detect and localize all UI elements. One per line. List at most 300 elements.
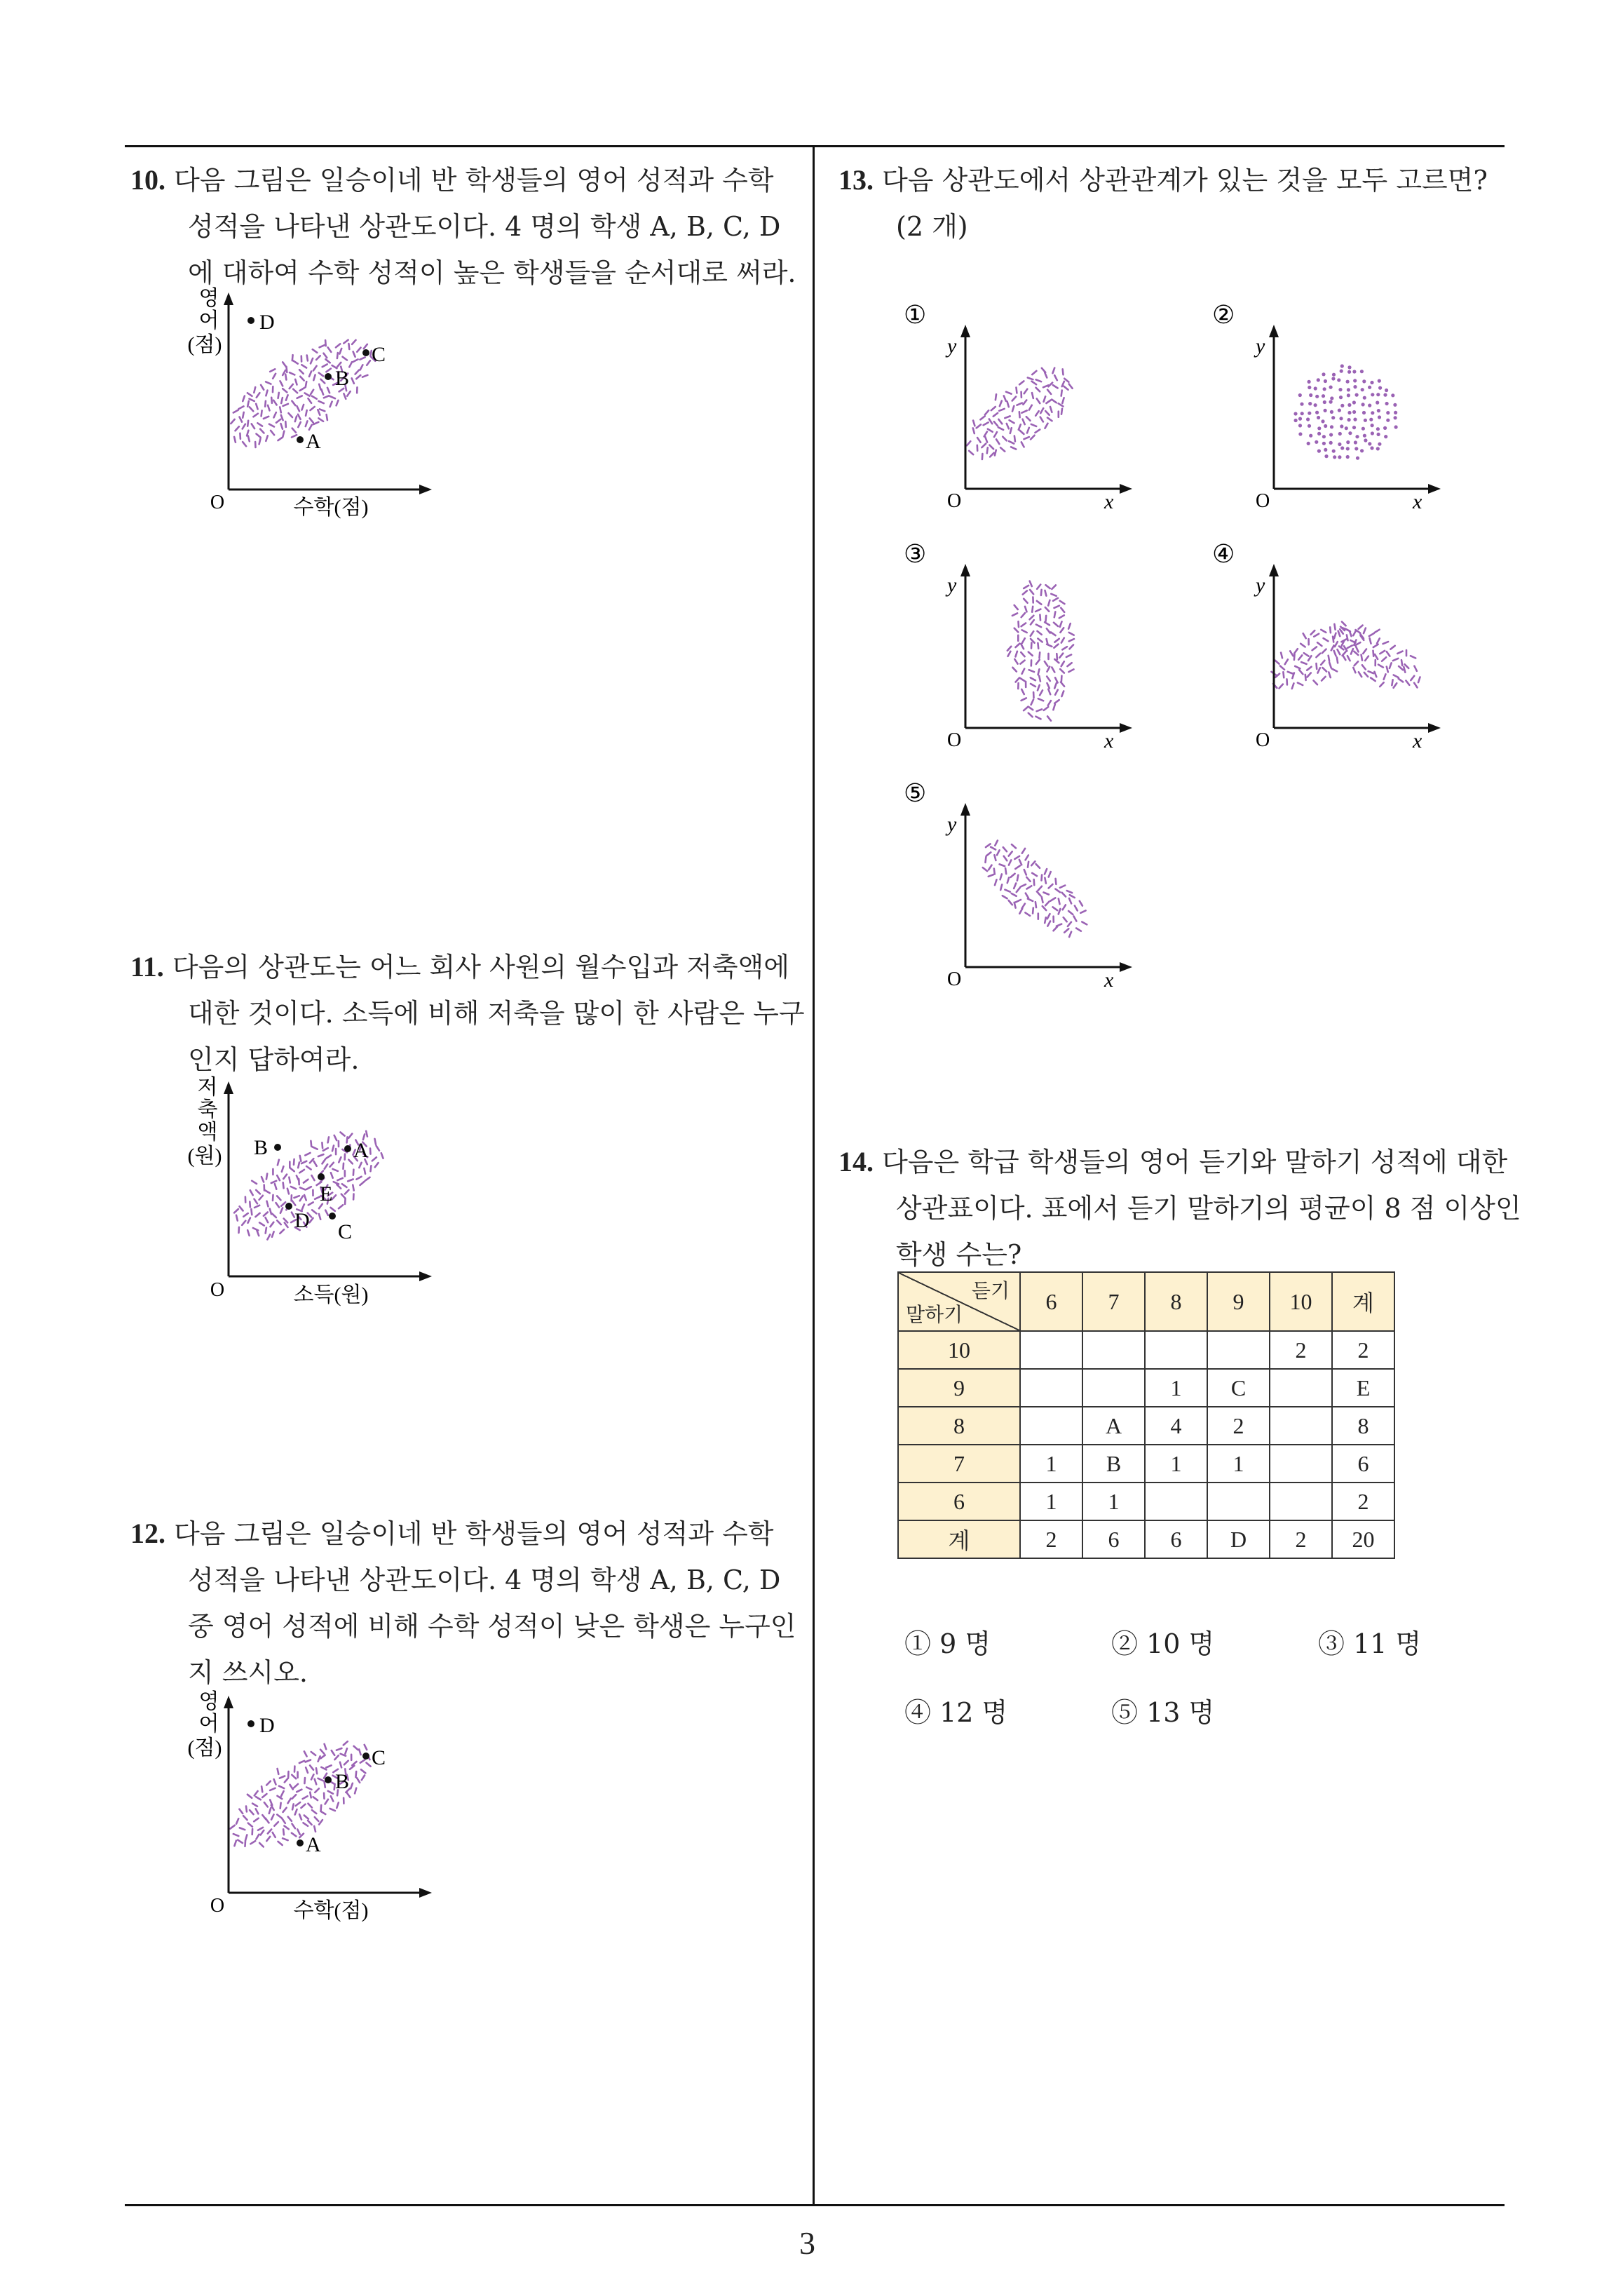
scatter-dash: [304, 1778, 305, 1783]
scatter-dot: [1383, 426, 1387, 430]
scatter-dot: [1362, 411, 1366, 414]
scatter-dash: [1054, 623, 1058, 626]
scatter-dot: [1347, 393, 1350, 397]
scatter-dash: [360, 1760, 365, 1762]
scatter-dash: [1045, 372, 1047, 377]
table-cell: B: [1082, 1445, 1145, 1483]
scatter-dash: [259, 1222, 264, 1225]
scatter-dot: [1322, 435, 1326, 438]
scatter-dash: [250, 1810, 253, 1814]
scatter-dash: [321, 389, 323, 395]
scatter-dot: [1346, 455, 1350, 459]
scatter-dash: [283, 404, 288, 406]
scatter-dash: [1375, 672, 1377, 677]
scatter-dash: [276, 419, 280, 423]
scatter-dash: [243, 412, 244, 418]
scatter-dash: [1356, 647, 1358, 651]
scatter-dash: [280, 1229, 284, 1234]
scatter-dot: [1378, 379, 1381, 383]
scatter-dash: [967, 441, 970, 445]
scatter-dot: [1322, 372, 1325, 376]
question-10: [130, 157, 796, 296]
scatter-dash: [262, 1177, 264, 1182]
scatter-dash: [1321, 661, 1324, 665]
scatter-dash: [291, 1187, 296, 1189]
scatter-dash: [311, 1752, 315, 1755]
scatter-dot: [1338, 443, 1341, 446]
scatter-dash: [334, 1755, 338, 1760]
scatter-dash: [283, 431, 285, 437]
scatter-dash: [1055, 677, 1058, 682]
table-cell: A: [1082, 1407, 1145, 1445]
scatter-dash: [236, 426, 239, 431]
scatter-dot: [1377, 409, 1380, 412]
scatter-dash: [277, 1196, 280, 1200]
scatter-dash: [1046, 585, 1050, 588]
scatter-dash: [292, 1804, 294, 1810]
scatter-dash: [354, 1746, 358, 1750]
scatter-dash: [259, 439, 261, 445]
scatter-dash: [299, 1170, 304, 1173]
scatter-dot: [1321, 419, 1324, 423]
scatter-dash: [1382, 657, 1386, 661]
scatter-dash: [1047, 628, 1050, 633]
scatter-dash: [1009, 441, 1014, 444]
scatter-dash: [264, 1213, 268, 1216]
row-header: 계: [898, 1520, 1020, 1558]
scatter-dash: [977, 438, 981, 443]
scatter-dash: [1016, 651, 1017, 657]
scatter-dash: [313, 349, 318, 353]
table-cell: 6: [1332, 1445, 1394, 1483]
scatter-dash: [311, 358, 313, 363]
scatter-dot: [1324, 448, 1327, 452]
scatter-dash: [1031, 861, 1035, 865]
scatter-dash: [1311, 630, 1315, 635]
scatter-dash: [1275, 661, 1279, 664]
question-text-line: 성적을 나타낸 상관도이다. 4 명의 학생 A, B, C, D: [188, 1565, 781, 1595]
scatter-dash: [347, 1137, 348, 1142]
scatter-dash: [292, 1201, 296, 1206]
scatter-dash: [1285, 659, 1288, 664]
scatter-dash: [310, 1159, 313, 1163]
question-text-line: 다음 그림은 일승이네 반 학생들의 영어 성적과 수학: [174, 165, 774, 196]
x-axis-label: x: [1104, 729, 1114, 752]
scatter-dash: [352, 340, 355, 344]
scatter-dash: [1059, 909, 1061, 914]
scatter-dot: [1376, 393, 1380, 396]
choice-2[interactable]: ② 10 명: [1111, 1628, 1215, 1659]
scatter-dash: [1026, 417, 1031, 421]
scatter-dash: [325, 1744, 327, 1750]
scatter-dash: [281, 1202, 285, 1206]
scatter-dash: [243, 424, 245, 429]
scatter-dash: [1375, 654, 1378, 659]
scatter-dash: [357, 348, 360, 352]
question-12: [130, 1511, 796, 1696]
scatter-dash: [273, 1832, 276, 1837]
scatter-dash: [1061, 676, 1062, 682]
question-number: 10.: [130, 164, 165, 196]
scatter-dash: [238, 1840, 243, 1843]
scatter-dash: [1014, 659, 1017, 664]
scatter-dash: [1016, 644, 1020, 647]
option-mark: ①: [904, 301, 927, 329]
scatter-dash: [1030, 590, 1033, 594]
scatter-dash: [1044, 396, 1046, 402]
scatter-dot: [1385, 402, 1389, 405]
column-header: 8: [1145, 1272, 1207, 1331]
table-cell: [1145, 1483, 1207, 1520]
scatter-dot: [1315, 440, 1318, 444]
scatter-dash: [1026, 856, 1028, 860]
origin-label: O: [210, 492, 225, 513]
scatter-dash: [1011, 447, 1016, 449]
scatter-dash: [309, 372, 311, 377]
scatter-dash: [328, 1791, 333, 1794]
scatter-dash: [267, 1201, 269, 1207]
point-b: [274, 1144, 281, 1151]
point-label: D: [294, 1209, 310, 1232]
table-cell: 2: [1332, 1331, 1394, 1369]
scatter-dash: [990, 453, 994, 457]
scatter-dash: [310, 1765, 313, 1769]
origin-label: O: [1256, 490, 1270, 512]
scatter-dash: [340, 1762, 341, 1768]
scatter-dot: [1363, 434, 1366, 438]
scatter-dash: [285, 421, 286, 427]
scatter-dash: [306, 421, 308, 426]
scatter-dash: [345, 1190, 349, 1194]
scatter-dash: [357, 1778, 360, 1783]
scatter-dot: [1384, 435, 1387, 438]
question-14: [838, 1139, 1521, 1278]
scatter-dash: [252, 424, 254, 428]
scatter-dash: [292, 401, 295, 405]
scatter-dash: [347, 1792, 351, 1797]
scatter-dash: [250, 1190, 253, 1195]
scatter-dash: [1038, 886, 1042, 891]
scatter-dash: [1046, 616, 1047, 621]
scatter-dash: [1014, 856, 1019, 859]
scatter-dash: [1384, 674, 1386, 680]
scatter-dash: [1055, 889, 1060, 893]
scatter-dash: [302, 405, 304, 410]
scatter-dash: [1014, 903, 1016, 908]
scatter-dash: [1042, 897, 1043, 903]
scatter-dash: [1361, 655, 1362, 661]
scatter-dash: [290, 384, 293, 389]
scatter-dash: [254, 1206, 259, 1208]
scatter-dot: [1308, 386, 1311, 389]
scatter-dash: [282, 1166, 284, 1172]
scatter-dash: [1021, 410, 1026, 412]
scatter-dash: [284, 1826, 288, 1830]
scatter-dash: [1035, 411, 1039, 416]
scatter-dash: [1353, 668, 1355, 673]
scatter-dot: [1386, 411, 1390, 414]
scatter-dot: [1338, 432, 1342, 435]
scatter-dash: [316, 1768, 317, 1774]
scatter-dot: [1340, 370, 1343, 373]
scatter-dash: [299, 370, 304, 374]
scatter-dash: [1066, 655, 1071, 657]
scatter-dash: [242, 1221, 245, 1225]
scatter-dash: [1042, 875, 1043, 881]
scatter-dash: [319, 373, 323, 377]
point-c: [329, 1213, 336, 1220]
scatter-dash: [1354, 661, 1359, 666]
scatter-dash: [252, 1804, 257, 1807]
question-number: 14.: [838, 1146, 874, 1177]
scatter-dash: [1015, 865, 1020, 869]
scatter-dash: [1036, 379, 1042, 381]
scatter-dash: [299, 1814, 301, 1820]
scatter-dash: [1334, 624, 1335, 630]
scatter-dash: [372, 1157, 376, 1161]
scatter-dash: [264, 1802, 268, 1807]
scatter-dash: [246, 1807, 247, 1812]
scatter-dash: [332, 1195, 337, 1199]
y-axis-label: 어: [198, 309, 219, 332]
scatter-dash: [312, 1210, 316, 1213]
scatter-dash: [1370, 638, 1371, 644]
scatter-dash: [1329, 673, 1331, 678]
scatter-dash: [1082, 922, 1087, 925]
scatter-dash: [292, 1824, 296, 1829]
scatter-dash: [234, 437, 236, 443]
scatter-dash: [375, 1139, 376, 1144]
scatter-dash: [1280, 666, 1284, 670]
scatter-dash: [1062, 893, 1066, 897]
scatter-dash: [311, 1774, 313, 1779]
choice-5[interactable]: ⑤ 13 명: [1111, 1697, 1215, 1728]
scatter-dash: [1052, 585, 1056, 589]
table-row: [898, 1483, 1394, 1520]
scatter-dash: [376, 1146, 379, 1151]
scatter-dot: [1393, 403, 1397, 407]
question-text-line: 다음은 학급 학생들의 영어 듣기와 말하기 성적에 대한: [882, 1147, 1508, 1177]
scatter-dot: [1394, 416, 1397, 419]
scatter-dash: [304, 1816, 308, 1819]
scatter-dash: [1012, 893, 1017, 896]
scatter-dash: [313, 375, 315, 381]
table-cell: 1: [1020, 1483, 1082, 1520]
scatter-dash: [1026, 893, 1028, 898]
choice-3[interactable]: ③ 11 명: [1318, 1628, 1422, 1659]
scatter-dash: [1029, 405, 1032, 410]
table-cell: [1020, 1407, 1082, 1445]
scatter-dot: [1348, 431, 1352, 435]
scatter-dash: [1060, 601, 1065, 604]
scatter-dash: [999, 409, 1004, 411]
scatter-dash: [365, 1745, 367, 1750]
scatter-dash: [310, 419, 313, 423]
scatter-dot: [1309, 434, 1312, 438]
scatter-dash: [285, 374, 286, 380]
scatter-dash: [1298, 655, 1302, 659]
scatter-dash: [339, 1205, 343, 1208]
scatter-dash: [1332, 669, 1337, 672]
y-axis-label: 액: [197, 1121, 218, 1144]
scatter-dash: [1024, 437, 1029, 439]
scatter-dash: [1037, 891, 1040, 896]
scatter-dash: [240, 1206, 243, 1210]
scatter-dash: [998, 427, 1003, 430]
scatter-dash: [1048, 701, 1051, 705]
scatter-dash: [352, 378, 354, 383]
scatter-dash: [1054, 639, 1059, 642]
scatter-dash: [304, 1751, 307, 1756]
scatter-dash: [256, 1190, 260, 1194]
scatter-dash: [1290, 651, 1293, 656]
scatter-dash: [245, 1835, 247, 1841]
option-mark: ②: [1212, 301, 1235, 329]
scatter-dash: [326, 1765, 331, 1767]
scatter-dash: [1044, 893, 1049, 895]
scatter-dash: [319, 384, 320, 390]
scatter-dash: [288, 1799, 291, 1804]
scatter-dash: [994, 432, 997, 437]
scatter-dash: [973, 428, 975, 433]
scatter-dash: [973, 421, 975, 426]
scatter-dash: [1054, 683, 1057, 689]
scatter-dash: [1022, 638, 1025, 643]
scatter-dash: [273, 374, 276, 379]
scatter-dash: [304, 1180, 308, 1183]
scatter-dash: [1054, 700, 1059, 703]
scatter-dash: [1049, 884, 1053, 889]
scatter-dash: [985, 437, 987, 443]
scatter-dash: [266, 381, 271, 384]
question-text-line: 인지 답하여라.: [188, 1044, 360, 1075]
scatter-dash: [342, 1184, 347, 1187]
scatter-dash: [1362, 665, 1366, 669]
table-cell: D: [1207, 1520, 1270, 1558]
scatter-dash: [355, 370, 359, 374]
column-header: 7: [1082, 1272, 1145, 1331]
scatter-dash: [1055, 690, 1058, 695]
choice-4[interactable]: ④ 12 명: [904, 1697, 1008, 1728]
scatter-dash: [985, 410, 989, 414]
scatter-dot: [1294, 419, 1298, 422]
scatter-dash: [1053, 907, 1058, 910]
scatter-dash: [1292, 683, 1294, 689]
scatter-dash: [294, 1196, 299, 1198]
scatter-dash: [1026, 877, 1030, 882]
scatter-dash: [283, 1808, 287, 1812]
scatter-dash: [236, 1215, 238, 1221]
scatter-dash: [1062, 647, 1067, 649]
scatter-dot: [1332, 450, 1336, 453]
scatter-dash: [1294, 654, 1295, 660]
scatter-dash: [275, 1184, 276, 1189]
scatter-dash: [1023, 419, 1025, 424]
scatter-dash: [986, 852, 991, 856]
scatter-dot: [1298, 432, 1302, 435]
scatter-dash: [360, 365, 363, 370]
scatter-dot: [1347, 365, 1351, 369]
choice-1[interactable]: ① 9 명: [904, 1628, 991, 1659]
scatter-dot: [1317, 426, 1321, 430]
scatter-dash: [248, 436, 250, 442]
scatter-dash: [1050, 898, 1055, 900]
scatter-dash: [250, 407, 253, 411]
column-header: 계: [1332, 1272, 1394, 1331]
scatter-dash: [1068, 623, 1071, 629]
point-label: D: [259, 311, 275, 334]
scatter-dash: [1027, 886, 1032, 889]
scatter-dash: [1359, 672, 1361, 677]
scatter-dash: [1059, 898, 1060, 904]
scatter-dot: [1332, 373, 1336, 377]
scatter-dash: [1304, 653, 1309, 656]
scatter-dash: [1059, 654, 1063, 658]
scatter-dash: [364, 1168, 365, 1174]
scatter-dash: [274, 1822, 278, 1826]
scatter-dash: [1016, 678, 1019, 682]
scatter-dash: [320, 1750, 324, 1754]
scatter-dash: [1034, 879, 1035, 885]
scatter-dash: [259, 1843, 264, 1847]
scatter-dash: [1008, 651, 1011, 656]
scatter-dash: [313, 366, 317, 371]
scatter-dash: [1035, 609, 1040, 612]
option-3-plot: [901, 537, 1153, 755]
scatter-dot: [1394, 425, 1398, 428]
scatter-dash: [1031, 700, 1033, 705]
scatter-dash: [280, 381, 283, 386]
table-cell: 2: [1332, 1483, 1394, 1520]
scatter-dot: [1347, 403, 1351, 407]
scatter-dash: [1031, 424, 1036, 426]
scatter-dash: [278, 1842, 283, 1845]
scatter-dash: [993, 413, 998, 417]
scatter-dash: [988, 429, 993, 432]
scatter-dot: [1361, 403, 1365, 406]
scatter-dash: [258, 1828, 263, 1830]
scatter-dash: [1037, 399, 1040, 404]
scatter-dash: [969, 451, 973, 454]
scatter-dash: [1064, 917, 1067, 921]
scatter-dash: [381, 1153, 383, 1159]
scatter-dash: [1031, 684, 1035, 687]
scatter-dash: [1414, 666, 1417, 671]
scatter-dash: [332, 1146, 334, 1152]
scatter-dash: [292, 355, 293, 360]
scatter-dash: [1031, 631, 1033, 636]
scatter-dash: [995, 879, 997, 885]
corner-column-label: 듣기: [971, 1279, 1010, 1302]
scatter-dash: [1035, 717, 1040, 720]
scatter-dash: [262, 1794, 266, 1797]
scatter-dash: [254, 1199, 258, 1204]
scatter-dash: [311, 407, 315, 410]
scatter-dash: [331, 1173, 333, 1178]
scatter-dot: [1317, 416, 1320, 419]
question-text-line: 상관표이다. 표에서 듣기 말하기의 평균이 8 점 이상인: [896, 1193, 1521, 1224]
scatter-dash: [300, 1196, 303, 1201]
scatter-dot: [1360, 449, 1364, 452]
scatter-dash: [315, 1788, 319, 1792]
scatter-dash: [1314, 680, 1318, 684]
scatter-dash: [1028, 899, 1033, 901]
scatter-dash: [1318, 668, 1320, 673]
scatter-dash: [1334, 633, 1336, 639]
scatter-dash: [287, 1189, 289, 1194]
scatter-dash: [1012, 406, 1014, 412]
y-axis-label: y: [947, 335, 957, 358]
